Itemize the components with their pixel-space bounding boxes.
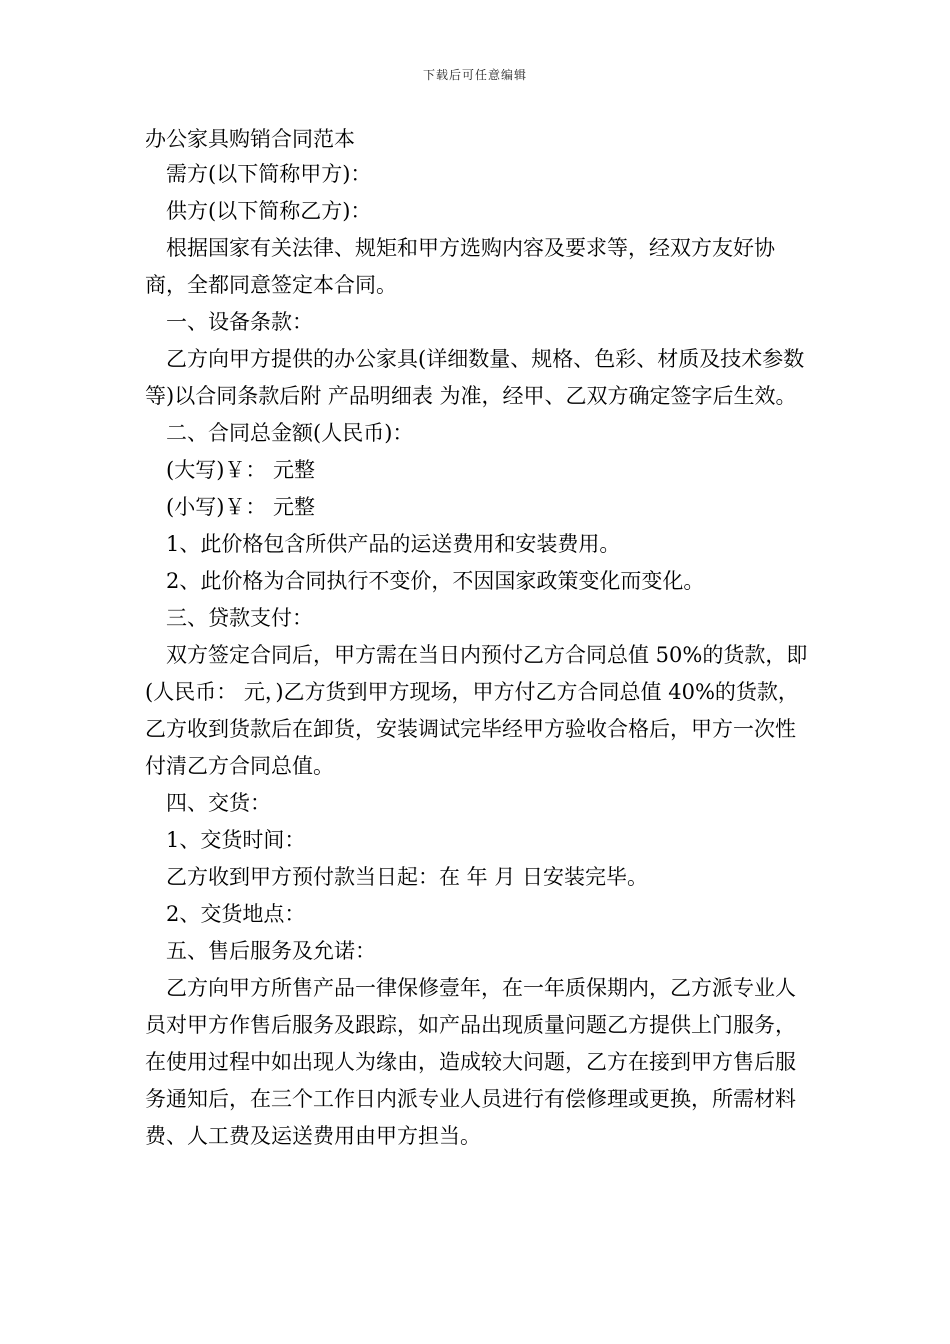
section-heading-total-amount: 二、合同总金额(人民币)： — [166, 421, 414, 445]
paragraph-delivery-time-label: 1、交货时间： — [166, 828, 306, 852]
paragraph-price-note-1: 1、此价格包含所供产品的运送费用和安装费用。 — [166, 532, 621, 556]
paragraph-buyer: 需方(以下简称甲方)： — [166, 162, 372, 186]
paragraph-amount-uppercase: (大写)￥： 元整 — [166, 458, 316, 482]
paragraph-preamble: 根据国家有关法律、规矩和甲方选购内容及要求等，经双方友好协商，全都同意签定本合同。 — [145, 236, 775, 297]
document-body — [145, 156, 810, 1155]
paragraph-delivery-place-label: 2、交货地点： — [166, 902, 306, 926]
paragraph-price-note-2: 2、此价格为合同执行不变价，不因国家政策变化而变化。 — [166, 569, 705, 593]
paragraph-supplier: 供方(以下简称乙方)： — [166, 199, 372, 223]
page-header: 下载后可任意编辑 — [422, 68, 527, 82]
section-heading-payment: 三、贷款支付： — [166, 606, 313, 630]
document-title: 办公家具购销合同范本 — [145, 127, 355, 151]
section-heading-delivery: 四、交货： — [166, 791, 271, 815]
paragraph-equipment: 乙方向甲方提供的办公家具(详细数量、规格、色彩、材质及技术参数等)以合同条款后附 产品明细表 为准，经甲、乙双方确定签字后生效。 — [145, 347, 805, 408]
paragraph-delivery-time: 乙方收到甲方预付款当日起：在 年 月 日安装完毕。 — [166, 865, 649, 889]
paragraph-amount-lowercase: (小写)￥： 元整 — [166, 495, 316, 519]
section-heading-after-sales: 五、售后服务及允诺： — [166, 939, 376, 963]
paragraph-payment: 双方签定合同后，甲方需在当日内预付乙方合同总值 50%的货款，即(人民币： 元，)乙方货到甲方现场，甲方付乙方合同总值 40%的货款，乙方收到货款后在卸货，安装调试完毕经甲方验收合格后，甲方一次性付清乙方合同总值。 — [145, 643, 808, 778]
paragraph-after-sales: 乙方向甲方所售产品一律保修壹年，在一年质保期内，乙方派专业人员对甲方作售后服务及跟踪，如产品出现质量问题乙方提供上门服务，在使用过程中如出现人为缘由，造成较大问题，乙方在接到甲方售后服务通知后，在三个工作日内派专业人员进行有偿修理或更换，所需材料费、人工费及运送费用由甲方担当。 — [145, 976, 796, 1148]
section-heading-equipment: 一、设备条款： — [166, 310, 313, 334]
